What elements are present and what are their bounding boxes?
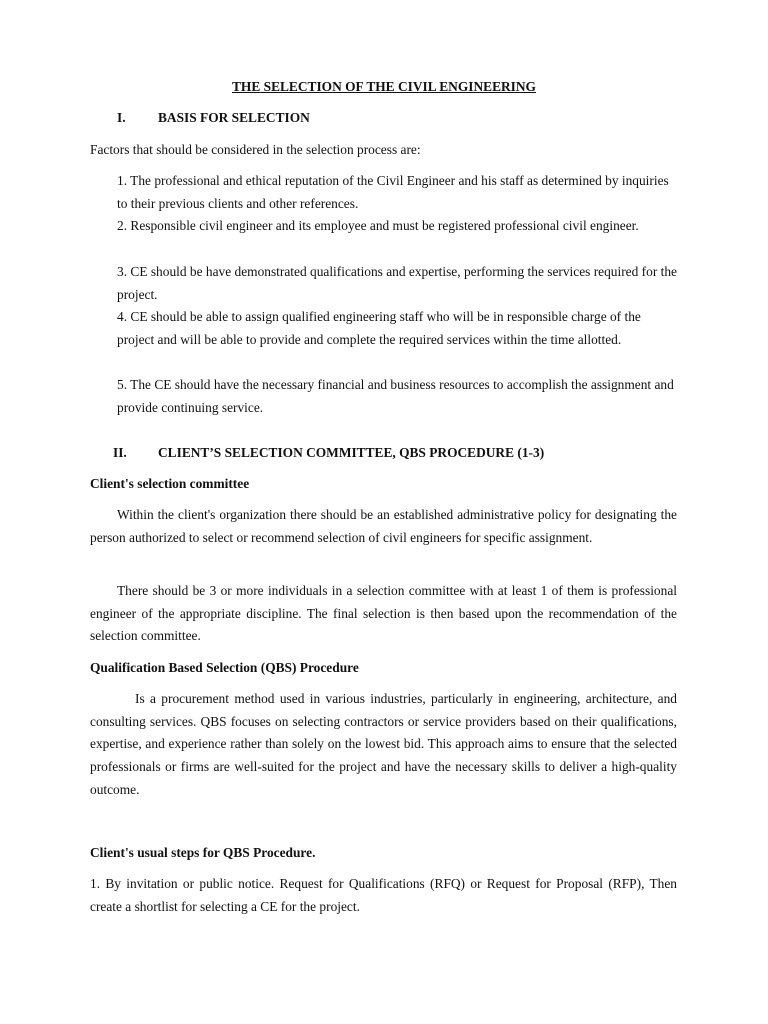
section-1-intro: Factors that should be considered in the selection process are:: [90, 142, 421, 157]
basis-item-3: 3. CE should be have demonstrated qualifications and expertise, performing the services required for the project.: [117, 264, 677, 302]
section-1-number: I.: [117, 110, 126, 125]
basis-item-5: 5. The CE should have the necessary financial and business resources to accomplish the assignment and provide continuing service.: [117, 377, 674, 415]
qbs-step-1: 1. By invitation or public notice. Request for Qualifications (RFQ) or Request for Proposal (RFP), Then create a shortlist for selecting a CE for the project.: [90, 876, 677, 914]
basis-item-2: 2. Responsible civil engineer and its employee and must be registered professional civil engineer.: [117, 218, 639, 233]
qbs-paragraph: Is a procurement method used in various industries, particularly in engineering, architecture, and consulting services. QBS focuses on selecting contractors or service providers based on their qualifications, expertise, and experience rather than solely on the lowest bid. This approach aims to ensure that the selected professionals or firms are well-suited for the project and have the necessary skills to deliver a high-quality outcome.: [90, 691, 677, 797]
committee-paragraph-2: There should be 3 or more individuals in a selection committee with at least 1 of them is professional engineer of the appropriate discipline. The final selection is then based upon the recommendation of the selection committee.: [90, 583, 677, 644]
committee-heading: Client's selection committee: [90, 476, 250, 491]
section-1-heading: BASIS FOR SELECTION: [158, 110, 310, 125]
qbs-heading: Qualification Based Selection (QBS) Procedure: [90, 660, 359, 675]
committee-paragraph-1: Within the client's organization there should be an established administrative policy for designating the person authorized to select or recommend selection of civil engineers for specific assignment.: [90, 507, 677, 545]
document-title: THE SELECTION OF THE CIVIL ENGINEERING: [232, 79, 536, 94]
section-2-heading: CLIENT’S SELECTION COMMITTEE, QBS PROCEDURE (1-3): [158, 445, 545, 460]
section-2-number: II.: [113, 445, 127, 460]
basis-item-1: 1. The professional and ethical reputation of the Civil Engineer and his staff as determined by inquiries to their previous clients and other references.: [117, 173, 669, 211]
qbs-steps-heading: Client's usual steps for QBS Procedure.: [90, 845, 316, 860]
basis-item-4: 4. CE should be able to assign qualified engineering staff who will be in responsible charge of the project and will be able to provide and complete the required services within the time allotted.: [117, 309, 641, 347]
